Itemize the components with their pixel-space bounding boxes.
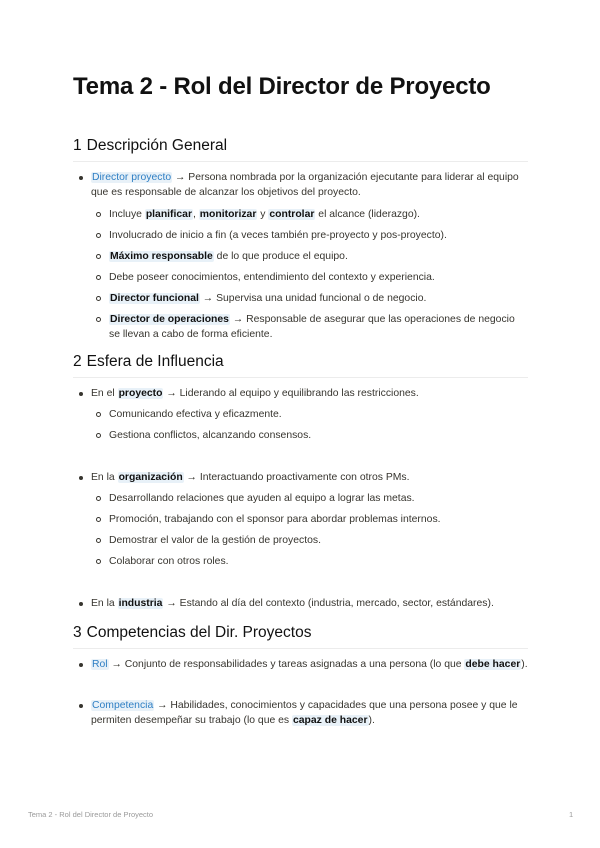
list-item: Debe poseer conocimientos, entendimiento del contexto y experiencia.: [91, 270, 528, 285]
list-item: Incluye planificar, monitorizar y controlar el alcance (liderazgo).: [91, 207, 528, 222]
list-item: Involucrado de inicio a fin (a veces también pre-proyecto y pos-proyecto).: [91, 228, 528, 243]
section-heading: 1 Descripción General: [73, 137, 528, 162]
page-title: Tema 2 - Rol del Director de Proyecto: [73, 73, 491, 100]
list-item: Director de operaciones → Responsable de asegurar que las operaciones de negocio se llevan a cabo de forma eficiente.: [91, 312, 528, 342]
list-item-proyecto: En el proyecto → Liderando al equipo y equilibrando las restricciones. Comunicando efectiva y eficazmente. Gestiona conflictos, alcanzando consensos.: [73, 386, 528, 443]
list-item-director-proyecto: Director proyecto → Persona nombrada por la organización ejecutante para liderar al equipo que es responsable de alcanzar los objetivos del proyecto. Incluye planificar, monitorizar y controlar el alcance (liderazgo). Involucrado de inicio a fin (a veces también pre-proyecto y pos-proyecto). Máximo responsable de lo que produce el equipo. Debe poseer conocimientos, entendimiento del contexto y experiencia. Director funcional → Supervisa una unidad funcional o de negocio. Director de operaciones → Responsable de asegurar que las operaciones de negocio se llevan a cabo de forma eficiente.: [73, 170, 528, 342]
section-competencias: [73, 624, 528, 728]
list-item: Colaborar con otros roles.: [91, 554, 528, 569]
footer-document-title: Tema 2 - Rol del Director de Proyecto: [28, 810, 154, 819]
section-heading: 3 Competencias del Dir. Proyectos: [73, 624, 528, 649]
list-item: Promoción, trabajando con el sponsor para abordar problemas internos.: [91, 512, 528, 527]
list-item-industria: En la industria → Estando al día del contexto (industria, mercado, sector, estándares).: [73, 596, 528, 611]
list-item: Desarrollando relaciones que ayuden al equipo a lograr las metas.: [91, 491, 528, 506]
list-item-rol: Rol → Conjunto de responsabilidades y tareas asignadas a una persona (lo que debe hacer).: [73, 657, 528, 672]
list-item: Demostrar el valor de la gestión de proyectos.: [91, 533, 528, 548]
list-item-organizacion: En la organización → Interactuando proactivamente con otros PMs. Desarrollando relaciones que ayuden al equipo a lograr las metas. Promoción, trabajando con el sponsor para abordar problemas internos. Demostrar el valor de la gestión de proyectos. Colaborar con otros roles.: [73, 470, 528, 569]
section-descripcion-general: [73, 137, 528, 342]
footer-page-number: 1: [569, 810, 574, 819]
list-item: Máximo responsable de lo que produce el equipo.: [91, 249, 528, 264]
list-item: Comunicando efectiva y eficazmente.: [91, 407, 528, 422]
list-item-competencia: Competencia → Habilidades, conocimientos y capacidades que una persona posee y que le permiten desempeñar su trabajo (lo que es capaz de hacer).: [73, 698, 528, 728]
section-heading: 2 Esfera de Influencia: [73, 353, 528, 378]
list-item: Gestiona conflictos, alcanzando consensos.: [91, 428, 528, 443]
section-esfera-influencia: [73, 353, 528, 611]
list-item: Director funcional → Supervisa una unidad funcional o de negocio.: [91, 291, 528, 306]
